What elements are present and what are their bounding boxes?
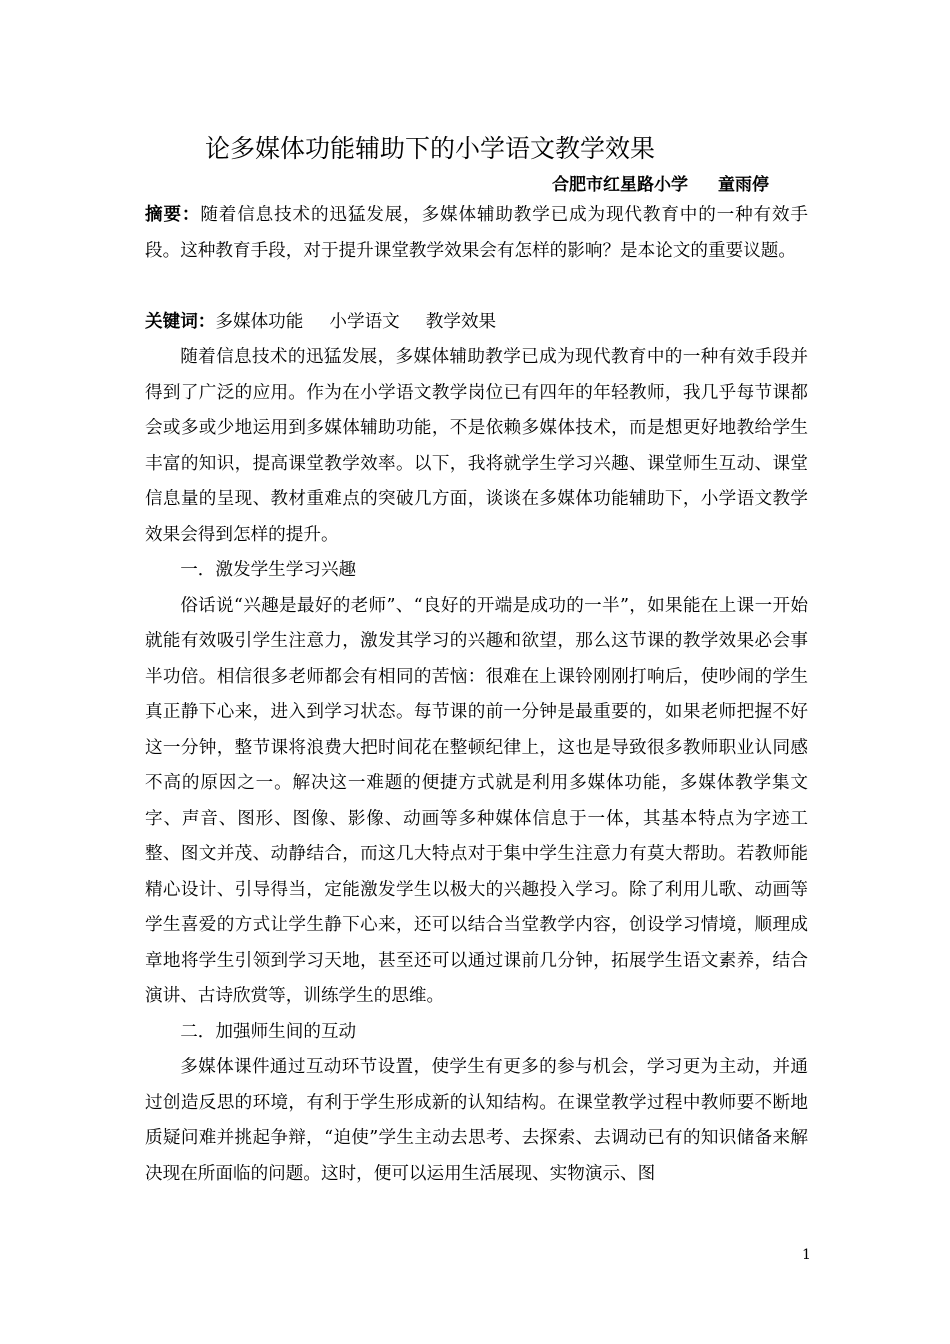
keyword-item: 小学语文 [329,312,400,332]
abstract-label: 摘要： [145,205,201,225]
author-school: 合肥市红星路小学 [552,175,688,195]
author-line [552,172,769,198]
page-number: 1 [802,1247,811,1263]
author-name: 童雨停 [718,175,769,195]
keyword-item: 教学效果 [425,312,497,332]
section-heading: 一．激发学生学习兴趣 [180,560,357,580]
body-paragraph: 多媒体课件通过互动环节设置，使学生有更多的参与机会，学习更为主动，并通过创造反思的环境，有利于学生形成新的认知结构。在课堂教学过程中教师要不断地质疑问难并挑起争辩，“迫使”学生主动去思考、去探索、去调动已有的知识储备来解决现在所面临的问题。这时，便可以运用生活展现、实物演示、图 [145,1057,808,1184]
section-heading: 二．加强师生间的互动 [180,1021,357,1042]
body-paragraph: 俗话说“兴趣是最好的老师”、“良好的开端是成功的一半”，如果能在上课一开始就能有效吸引学生注意力，激发其学习的兴趣和欲望，那么这节课的教学效果必会事半功倍。相信很多老师都会有相同的苦恼：很难在上课铃刚刚打响后，使吵闹的学生真正静下心来，进入到学习状态。每节课的前一分钟是最重要的，如果老师把握不好这一分钟，整节课将浪费大把时间花在整顿纪律上，这也是导致很多教师职业认同感不高的原因之一。解决这一难题的便捷方式就是利用多媒体功能，多媒体教学集文字、声音、图形、图像、影像、动画等多种媒体信息于一体，其基本特点为字迹工整、图文并茂、动静结合，而这几大特点对于集中学生注意力有莫大帮助。若教师能精心设计、引导得当，定能激发学生以极大的兴趣投入学习。除了利用儿歌、动画等学生喜爱的方式让学生静下心来，还可以结合当堂教学内容，创设学习情境，顺理成章地将学生引领到学习天地，甚至还可以通过课前几分钟，拓展学生语文素养，结合演讲、古诗欣赏等，训练学生的思维。 [145,595,808,1006]
abstract [145,198,808,269]
keywords-label: 关键词： [145,312,216,332]
body-paragraph: 随着信息技术的迅猛发展，多媒体辅助教学已成为现代教育中的一种有效手段并得到了广泛的应用。作为在小学语文教学岗位已有四年的年轻教师，我几乎每节课都会或多或少地运用到多媒体辅助功能，不是依赖多媒体技术，而是想更好地教给学生丰富的知识，提高课堂教学效率。以下，我将就学生学习兴趣、课堂师生互动、课堂信息量的呈现、教材重难点的突破几方面，谈谈在多媒体功能辅助下，小学语文教学效果会得到怎样的提升。 [145,347,808,545]
main-body [145,340,808,1192]
keyword-item: 多媒体功能 [215,312,304,332]
paper-title: 论多媒体功能辅助下的小学语文教学效果 [205,134,656,163]
abstract-text: 随着信息技术的迅猛发展，多媒体辅助教学已成为现代教育中的一种有效手段。这种教育手段，对于提升课堂教学效果会有怎样的影响？是本论文的重要议题。 [145,205,808,261]
keywords [145,305,808,341]
